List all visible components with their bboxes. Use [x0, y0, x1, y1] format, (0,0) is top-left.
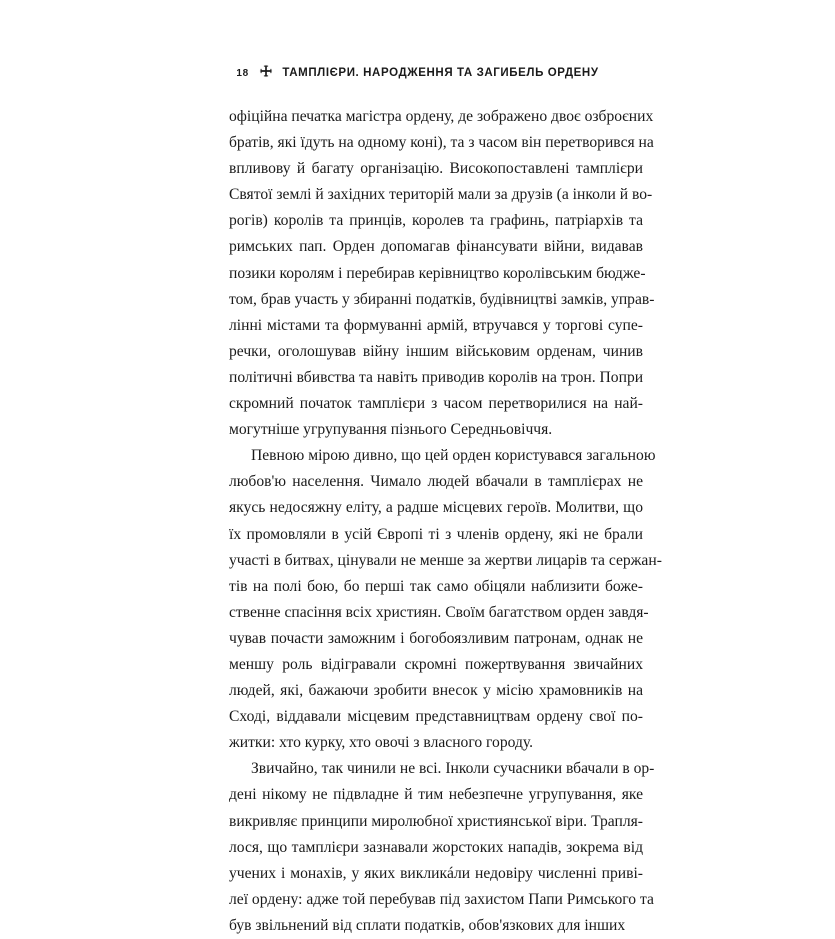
text-line: ственне спасіння всіх християн. Своїм багатством орден завдя- [229, 603, 649, 621]
text-line: любов'ю населення. Чимало людей вбачали в тамплієрах не [229, 473, 643, 491]
running-title: ТАМПЛІЄРИ. НАРОДЖЕННЯ ТА ЗАГИБЕЛЬ ОРДЕНУ [282, 67, 599, 79]
text-line: позики королям і перебирав керівництво королівським бюдже- [229, 264, 646, 282]
text-line: римських пап. Орден допомагав фінансувати війни, видавав [229, 238, 643, 256]
body-text [229, 104, 662, 939]
text-line: лося, що тамплієри зазнавали жорстоких нападів, зокрема від [229, 838, 643, 856]
text-line: меншу роль відігравали скромні пожертвування звичайних [229, 655, 643, 673]
templar-cross-icon [259, 64, 273, 78]
text-line: Звичайно, так чинили не всі. Інколи сучасники вбачали в ор- [251, 760, 655, 778]
text-line: Сході, віддавали місцевим представництвам ордену свої по- [229, 708, 643, 726]
text-line: тів на полі бою, бо перші так само обіцяли наблизити боже- [229, 577, 643, 595]
text-line: рогів) королів та принців, королев та графинь, патріархів та [229, 212, 643, 230]
text-line: братів, які їдуть на одному коні), та з часом він перетворився на [229, 134, 654, 152]
text-line: якусь недосяжну еліту, а радше місцевих героїв. Молитви, що [229, 499, 643, 517]
text-line: леї ордену: адже той перебував під захистом Папи Римського та [229, 890, 654, 908]
text-line: Святої землі й західних територій мали за друзів (а інколи й во- [229, 186, 653, 204]
text-line: дені нікому не підвладне й тим небезпечне угрупування, яке [229, 786, 643, 804]
text-line: офіційна печатка магістра ордену, де зображено двоє озброєних [229, 108, 654, 125]
text-line: політичні вбивства та навіть приводив королів на трон. Попри [229, 368, 644, 386]
text-line: був звільнений від сплати податків, обов'язкових для інших [229, 916, 626, 934]
text-line: учених і монахів, у яких викликáли недовіру численні приві- [229, 864, 643, 882]
page-number: 18 [236, 68, 249, 79]
text-line: скромний початок тамплієри з часом перетворилися на най- [229, 395, 643, 413]
text-line: Певною мірою дивно, що цей орден користувався загальною [251, 447, 656, 465]
text-line: лінні містами та формуванні армій, втручався у торгові супе- [229, 316, 643, 334]
text-line: участі в битвах, цінували не менше за жертви лицарів та сержан- [229, 551, 662, 569]
text-line: впливову й багату організацію. Високопоставлені тамплієри [229, 160, 643, 178]
text-line: їх промовляли в усій Європі ті з членів ордену, які не брали [229, 525, 643, 543]
text-line: могутніше угрупування пізнього Середньовіччя. [229, 421, 553, 439]
text-line: житки: хто курку, хто овочі з власного городу. [229, 734, 534, 752]
text-line: людей, які, бажаючи зробити внесок у місію храмовників на [229, 682, 643, 700]
text-line: речки, оголошував війну іншим військовим орденам, чинив [229, 342, 643, 360]
running-head [0, 64, 835, 82]
text-line: викривляє принципи миролюбної християнської віри. Трапля- [229, 812, 643, 830]
text-line: чував почасти заможним і богобоязливим патронам, однак не [229, 629, 643, 647]
text-line: том, брав участь у збиранні податків, будівництві замків, управ- [229, 290, 655, 308]
